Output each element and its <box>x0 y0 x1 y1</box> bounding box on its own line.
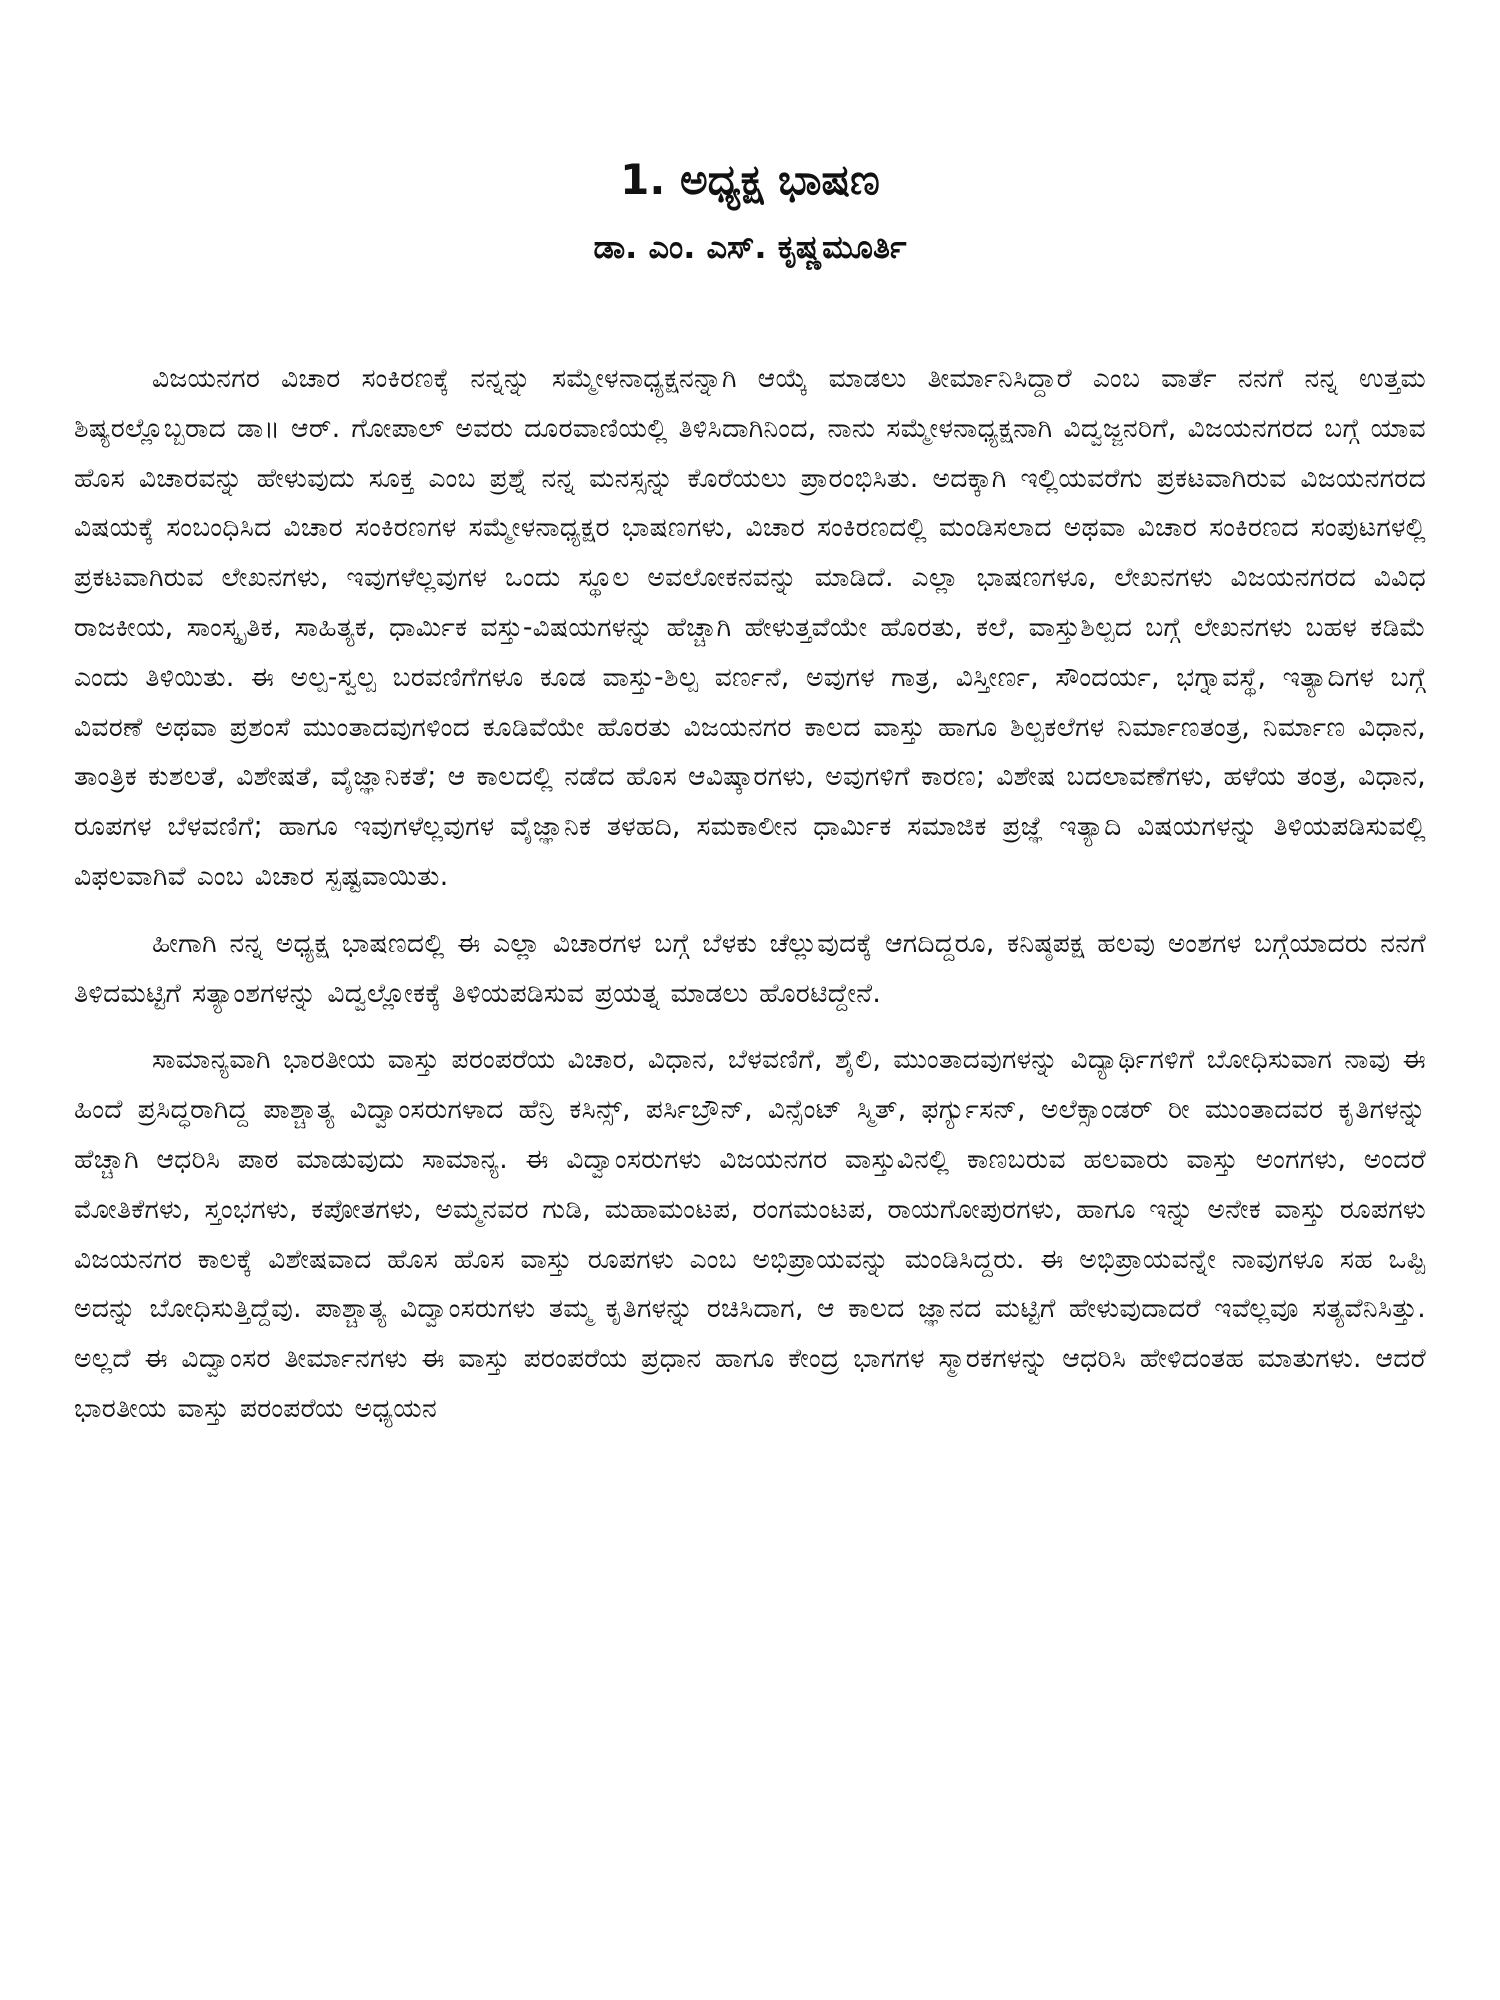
document-page <box>74 150 1426 1451</box>
paragraph: ಹೀಗಾಗಿ ನನ್ನ ಅಧ್ಯಕ್ಷ ಭಾಷಣದಲ್ಲಿ ಈ ಎಲ್ಲಾ ವಿಚಾರಗಳ ಬಗ್ಗೆ ಬೆಳಕು ಚೆಲ್ಲುವುದಕ್ಕೆ ಆಗದಿದ್ದರೂ, ಕನಿಷ್ಠಪಕ್ಷ ಹಲವು ಅಂಶಗಳ ಬಗ್ಗೆಯಾದರು ನನಗೆ ತಿಳಿದಮಟ್ಟಿಗೆ ಸತ್ಯಾಂಶಗಳನ್ನು ವಿದ್ವಲ್ಲೋಕಕ್ಕೆ ತಿಳಿಯಪಡಿಸುವ ಪ್ರಯತ್ನ ಮಾಡಲು ಹೊರಟಿದ್ದೇನೆ. <box>74 927 1426 1009</box>
chapter-title: 1. ಅಧ್ಯಕ್ಷ ಭಾಷಣ <box>620 155 880 204</box>
paragraph: ವಿಜಯನಗರ ವಿಚಾರ ಸಂಕಿರಣಕ್ಕೆ ನನ್ನನ್ನು ಸಮ್ಮೇಳನಾಧ್ಯಕ್ಷನನ್ನಾಗಿ ಆಯ್ಕೆ ಮಾಡಲು ತೀರ್ಮಾನಿಸಿದ್ದಾರೆ ಎಂಬ ವಾರ್ತೆ ನನಗೆ ನನ್ನ ಉತ್ತಮ ಶಿಷ್ಯರಲ್ಲೊಬ್ಬರಾದ ಡಾ॥ ಆರ್. ಗೋಪಾಲ್ ಅವರು ದೂರವಾಣಿಯಲ್ಲಿ ತಿಳಿಸಿದಾಗಿನಿಂದ, ನಾನು ಸಮ್ಮೇಳನಾಧ್ಯಕ್ಷನಾಗಿ ವಿದ್ವಜ್ಜನರಿಗೆ, ವಿಜಯನಗರದ ಬಗ್ಗೆ ಯಾವ ಹೊಸ ವಿಚಾರವನ್ನು ಹೇಳುವುದು ಸೂಕ್ತ ಎಂಬ ಪ್ರಶ್ನೆ ನನ್ನ ಮನಸ್ಸನ್ನು ಕೊರೆಯಲು ಪ್ರಾರಂಭಿಸಿತು. ಅದಕ್ಕಾಗಿ ಇಲ್ಲಿಯವರೆಗು ಪ್ರಕಟವಾಗಿರುವ ವಿಜಯನಗರದ ವಿಷಯಕ್ಕೆ ಸಂಬಂಧಿಸಿದ ವಿಚಾರ ಸಂಕಿರಣಗಳ ಸಮ್ಮೇಳನಾಧ್ಯಕ್ಷರ ಭಾಷಣಗಳು, ವಿಚಾರ ಸಂಕಿರಣದಲ್ಲಿ ಮಂಡಿಸಲಾದ ಅಥವಾ ವಿಚಾರ ಸಂಕಿರಣದ ಸಂಪುಟಗಳಲ್ಲಿ ಪ್ರಕಟವಾಗಿರುವ ಲೇಖನಗಳು, ಇವುಗಳೆಲ್ಲವುಗಳ ಒಂದು ಸ್ಥೂಲ ಅವಲೋಕನವನ್ನು ಮಾಡಿದೆ. ಎಲ್ಲಾ ಭಾಷಣಗಳೂ, ಲೇಖನಗಳು ವಿಜಯನಗರದ ವಿವಿಧ ರಾಜಕೀಯ, ಸಾಂಸ್ಕೃತಿಕ, ಸಾಹಿತ್ಯಕ, ಧಾರ್ಮಿಕ ವಸ್ತು-ವಿಷಯಗಳನ್ನು ಹೆಚ್ಚಾಗಿ ಹೇಳುತ್ತವೆಯೇ ಹೊರತು, ಕಲೆ, ವಾಸ್ತುಶಿಲ್ಪದ ಬಗ್ಗೆ ಲೇಖನಗಳು ಬಹಳ ಕಡಿಮೆ ಎಂದು ತಿಳಿಯಿತು. ಈ ಅಲ್ಪ-ಸ್ವಲ್ಪ ಬರವಣಿಗೆಗಳೂ ಕೂಡ ವಾಸ್ತು-ಶಿಲ್ಪ ವರ್ಣನೆ, ಅವುಗಳ ಗಾತ್ರ, ವಿಸ್ತೀರ್ಣ, ಸೌಂದರ್ಯ, ಭಗ್ನಾವಸ್ಥೆ, ಇತ್ಯಾದಿಗಳ ಬಗ್ಗೆ ವಿವರಣೆ ಅಥವಾ ಪ್ರಶಂಸೆ ಮುಂತಾದವುಗಳಿಂದ ಕೂಡಿವೆಯೇ ಹೊರತು ವಿಜಯನಗರ ಕಾಲದ ವಾಸ್ತು ಹಾಗೂ ಶಿಲ್ಪಕಲೆಗಳ ನಿರ್ಮಾಣತಂತ್ರ, ನಿರ್ಮಾಣ ವಿಧಾನ, ತಾಂತ್ರಿಕ ಕುಶಲತೆ, ವಿಶೇಷತೆ, ವೈಜ್ಞಾನಿಕತೆ; ಆ ಕಾಲದಲ್ಲಿ ನಡೆದ ಹೊಸ ಆವಿಷ್ಕಾರಗಳು, ಅವುಗಳಿಗೆ ಕಾರಣ; ವಿಶೇಷ ಬದಲಾವಣೆಗಳು, ಹಳೆಯ ತಂತ್ರ, ವಿಧಾನ, ರೂಪಗಳ ಬೆಳವಣಿಗೆ; ಹಾಗೂ ಇವುಗಳೆಲ್ಲವುಗಳ ವೈಜ್ಞಾನಿಕ ತಳಹದಿ, ಸಮಕಾಲೀನ ಧಾರ್ಮಿಕ ಸಮಾಜಿಕ ಪ್ರಜ್ಞೆ ಇತ್ಯಾದಿ ವಿಷಯಗಳನ್ನು ತಿಳಿಯಪಡಿಸುವಲ್ಲಿ ವಿಫಲವಾಗಿವೆ ಎಂಬ ವಿಚಾರ ಸ್ಪಷ್ಟವಾಯಿತು. <box>74 363 1426 892</box>
body-text <box>74 354 1426 1434</box>
paragraph: ಸಾಮಾನ್ಯವಾಗಿ ಭಾರತೀಯ ವಾಸ್ತು ಪರಂಪರೆಯ ವಿಚಾರ, ವಿಧಾನ, ಬೆಳವಣಿಗೆ, ಶೈಲಿ, ಮುಂತಾದವುಗಳನ್ನು ವಿದ್ಯಾರ್ಥಿಗಳಿಗೆ ಬೋಧಿಸುವಾಗ ನಾವು ಈ ಹಿಂದೆ ಪ್ರಸಿದ್ಧರಾಗಿದ್ದ ಪಾಶ್ಚಾತ್ಯ ವಿದ್ವಾಂಸರುಗಳಾದ ಹೆನ್ರಿ ಕಸಿನ್ಸ್, ಪರ್ಸಿಬ್ರೌನ್, ವಿನ್ಸೆಂಟ್ ಸ್ಮಿತ್, ಫರ್ಗ್ಯುಸನ್, ಅಲೆಕ್ಸಾಂಡರ್ ರೀ ಮುಂತಾದವರ ಕೃತಿಗಳನ್ನು ಹೆಚ್ಚಾಗಿ ಆಧರಿಸಿ ಪಾಠ ಮಾಡುವುದು ಸಾಮಾನ್ಯ. ಈ ವಿದ್ವಾಂಸರುಗಳು ವಿಜಯನಗರ ವಾಸ್ತುವಿನಲ್ಲಿ ಕಾಣಬರುವ ಹಲವಾರು ವಾಸ್ತು ಅಂಗಗಳು, ಅಂದರೆ ಮೋತಿಕೆಗಳು, ಸ್ತಂಭಗಳು, ಕಪೋತಗಳು, ಅಮ್ಮನವರ ಗುಡಿ, ಮಹಾಮಂಟಪ, ರಂಗಮಂಟಪ, ರಾಯಗೋಪುರಗಳು, ಹಾಗೂ ಇನ್ನು ಅನೇಕ ವಾಸ್ತು ರೂಪಗಳು ವಿಜಯನಗರ ಕಾಲಕ್ಕೆ ವಿಶೇಷವಾದ ಹೊಸ ಹೊಸ ವಾಸ್ತು ರೂಪಗಳು ಎಂಬ ಅಭಿಪ್ರಾಯವನ್ನು ಮಂಡಿಸಿದ್ದರು. ಈ ಅಭಿಪ್ರಾಯವನ್ನೇ ನಾವುಗಳೂ ಸಹ ಒಪ್ಪಿ ಅದನ್ನು ಬೋಧಿಸುತ್ತಿದ್ದೆವು. ಪಾಶ್ಚಾತ್ಯ ವಿದ್ವಾಂಸರುಗಳು ತಮ್ಮ ಕೃತಿಗಳನ್ನು ರಚಿಸಿದಾಗ, ಆ ಕಾಲದ ಜ್ಞಾನದ ಮಟ್ಟಿಗೆ ಹೇಳುವುದಾದರೆ ಇವೆಲ್ಲವೂ ಸತ್ಯವೆನಿಸಿತ್ತು. ಅಲ್ಲದೆ ಈ ವಿದ್ವಾಂಸರ ತೀರ್ಮಾನಗಳು ಈ ವಾಸ್ತು ಪರಂಪರೆಯ ಪ್ರಧಾನ ಹಾಗೂ ಕೇಂದ್ರ ಭಾಗಗಳ ಸ್ಮಾರಕಗಳನ್ನು ಆಧರಿಸಿ ಹೇಳಿದಂತಹ ಮಾತುಗಳು. ಆದರೆ ಭಾರತೀಯ ವಾಸ್ತು ಪರಂಪರೆಯ ಅಧ್ಯಯನ <box>74 1044 1426 1424</box>
author-name: ಡಾ. ಎಂ. ಎಸ್. ಕೃಷ್ಣಮೂರ್ತಿ <box>593 228 907 266</box>
